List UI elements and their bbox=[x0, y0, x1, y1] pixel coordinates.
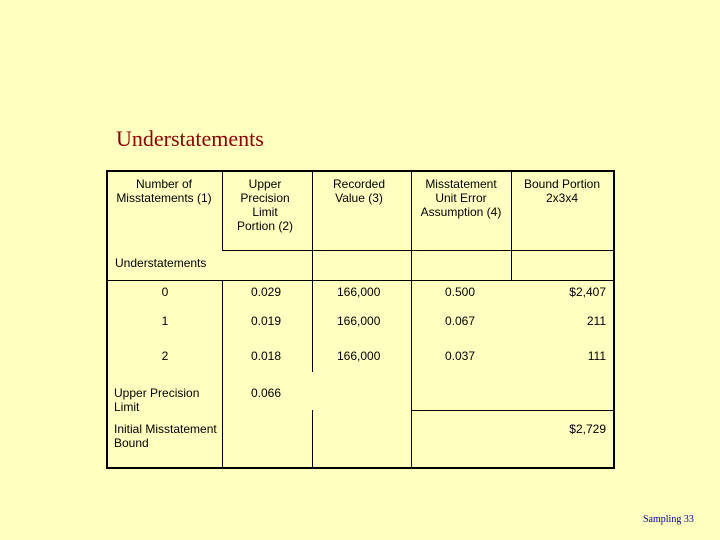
col-divider-4 bbox=[511, 170, 512, 250]
row-divider-2 bbox=[106, 280, 615, 281]
table-border-left bbox=[106, 170, 108, 469]
col-divider-1b bbox=[222, 280, 223, 469]
table-border-right bbox=[613, 170, 615, 469]
upper-precision-limit-label: Upper Precision Limit bbox=[114, 386, 200, 414]
initial-misstatement-bound-value: $2,729 bbox=[569, 422, 606, 436]
row-2-upl: 0.018 bbox=[251, 349, 282, 363]
row-1-bound: 211 bbox=[586, 314, 606, 328]
row-2-number: 2 bbox=[161, 349, 169, 363]
row-0-unit-error: 0.500 bbox=[445, 285, 476, 299]
col-divider-1 bbox=[222, 170, 223, 250]
row-divider-1 bbox=[222, 250, 613, 251]
row-1-upl: 0.019 bbox=[251, 314, 282, 328]
row-1-recorded-value: 166,000 bbox=[337, 314, 381, 328]
col-divider-2b bbox=[312, 250, 313, 372]
upper-precision-limit-value: 0.066 bbox=[251, 386, 282, 400]
col-divider-2c bbox=[312, 410, 313, 469]
header-misstatement-unit-error: Misstatement Unit Error Assumption (4) bbox=[420, 177, 502, 219]
row-0-bound: $2,407 bbox=[569, 285, 606, 299]
table-border-top bbox=[106, 170, 615, 172]
row-0-upl: 0.029 bbox=[251, 285, 282, 299]
table-border-bottom bbox=[106, 467, 615, 469]
header-upper-precision-limit-portion: Upper Precision Limit Portion (2) bbox=[236, 177, 294, 233]
page-title: Understatements bbox=[116, 126, 264, 151]
col-divider-4b bbox=[511, 250, 512, 280]
row-2-bound: 111 bbox=[587, 349, 606, 363]
header-bound-portion: Bound Portion 2x3x4 bbox=[523, 177, 601, 205]
initial-misstatement-bound-label: Initial Misstatement Bound bbox=[114, 422, 217, 450]
row-divider-3 bbox=[411, 410, 613, 411]
slide-footer: Sampling 33 bbox=[643, 514, 694, 525]
row-0-recorded-value: 166,000 bbox=[337, 285, 381, 299]
row-0-number: 0 bbox=[161, 285, 169, 299]
row-2-recorded-value: 166,000 bbox=[337, 349, 381, 363]
col-divider-2 bbox=[312, 170, 313, 250]
header-recorded-value: Recorded Value (3) bbox=[332, 177, 386, 205]
header-number-of-misstatements: Number of Misstatements (1) bbox=[116, 177, 212, 205]
col-divider-3 bbox=[411, 170, 412, 469]
row-2-unit-error: 0.037 bbox=[445, 349, 476, 363]
row-1-number: 1 bbox=[161, 314, 169, 328]
section-label-understatements: Understatements bbox=[115, 256, 207, 270]
row-1-unit-error: 0.067 bbox=[445, 314, 476, 328]
